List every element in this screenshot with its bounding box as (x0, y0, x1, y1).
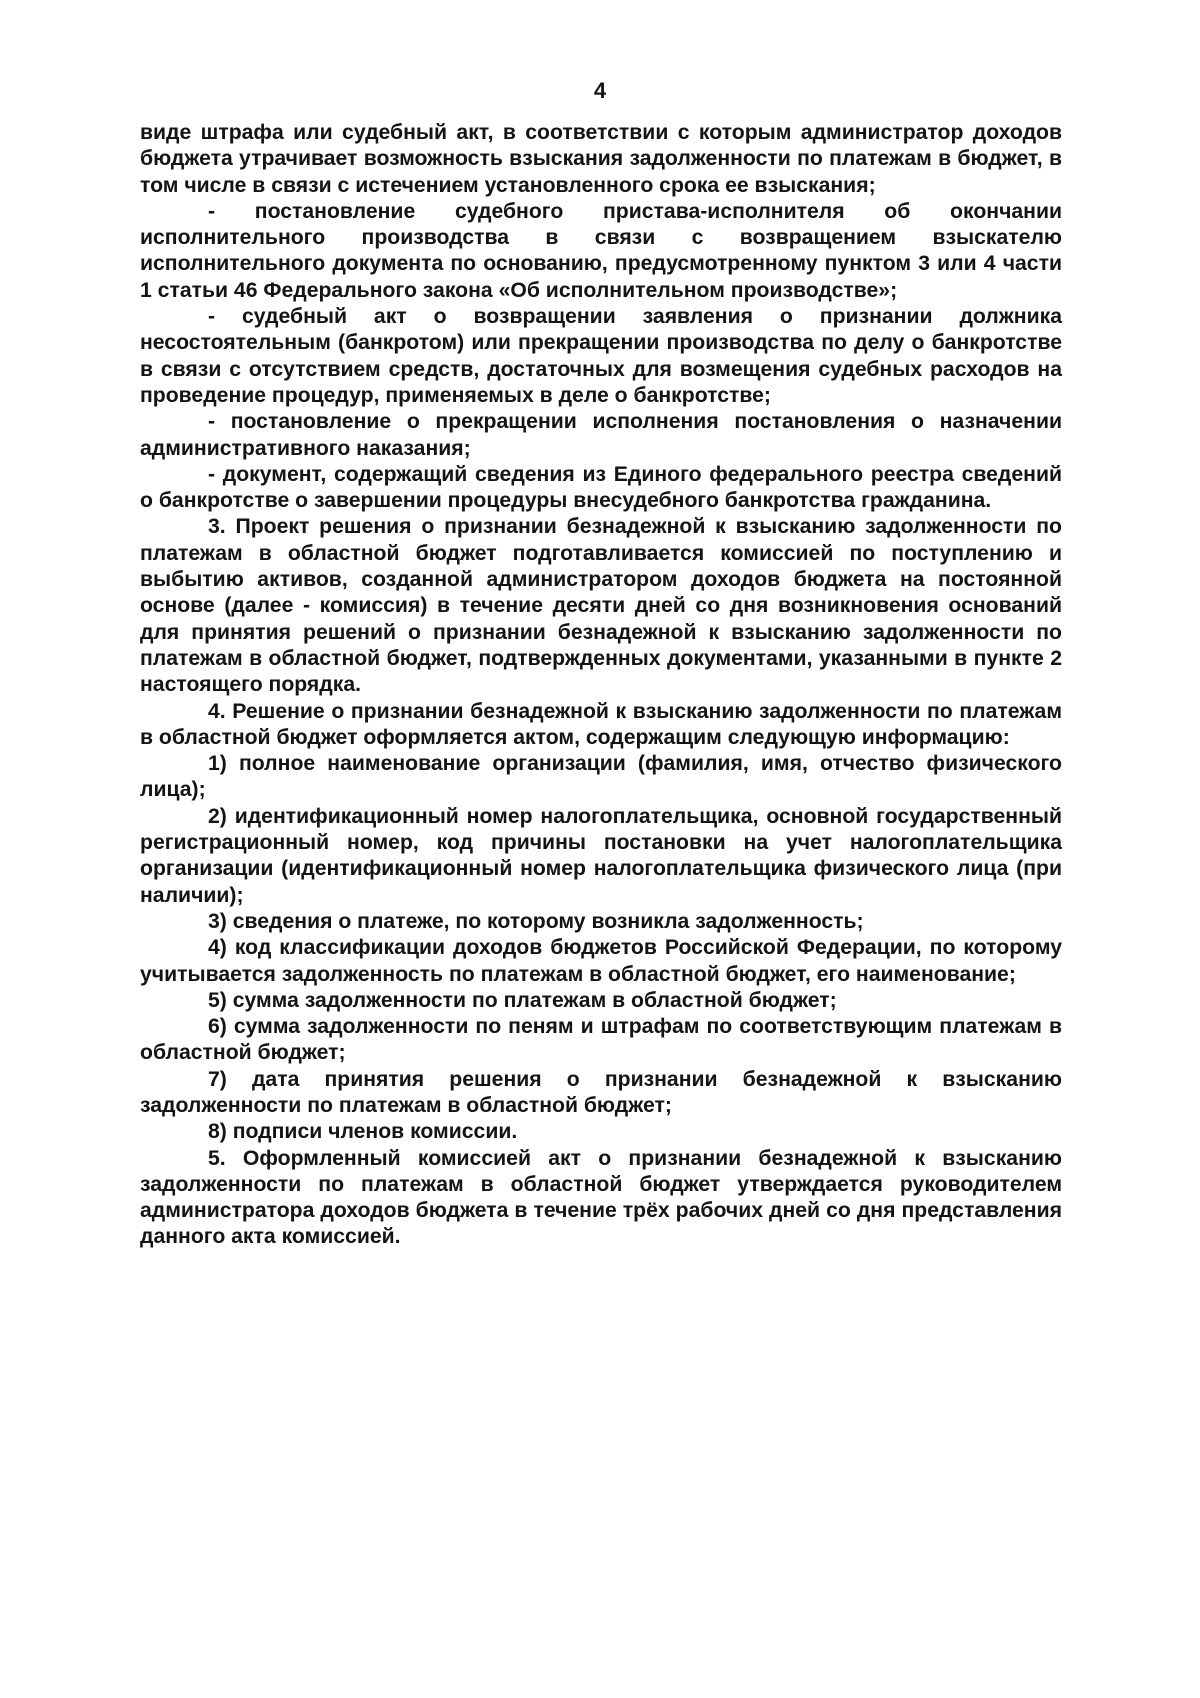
list-item: 3) сведения о платеже, по которому возникла задолженность; (208, 909, 864, 933)
paragraph: - постановление судебного пристава-исполнителя об окончании исполнительного производства в связи с возвращением взыскателю исполнительного документа по основанию, предусмотренному пунктом 3 или 4 части 1 статьи 46 Федерального закона «Об исполнительном производстве»; (140, 199, 1062, 302)
paragraph: - документ, содержащий сведения из Единого федерального реестра сведений о банкротстве о завершении процедуры внесудебного банкротства гражданина. (140, 462, 1062, 513)
list-item: 1) полное наименование организации (фамилия, имя, отчество физического лица); (140, 752, 1062, 802)
paragraph: - судебный акт о возвращении заявления о признании должника несостоятельным (банкротом) или прекращении производства по делу о банкротстве в связи с отсутствием средств, достаточных для возмещения судебных расходов на проведение процедур, применяемых в деле о банкротстве; (140, 305, 1062, 407)
list-item: 7) дата принятия решения о признании безнадежной к взысканию задолженности по платежам в областной бюджет; (140, 1067, 1062, 1117)
list-item: 4) код классификации доходов бюджетов Российской Федерации, по которому учитывается задолженность по платежам в областной бюджет, его наименование; (140, 936, 1062, 986)
list-item: 5) сумма задолженности по платежам в областной бюджет; (208, 988, 837, 1012)
list-item: 6) сумма задолженности по пеням и штрафам по соответствующим платежам в областной бюджет; (140, 1015, 1062, 1065)
paragraph: 5. Оформленный комиссией акт о признании безнадежной к взысканию задолженности по платежам в областной бюджет утверждается руководителем администратора доходов бюджета в течение трёх рабочих дней со дня представления данного акта комиссией. (140, 1146, 1062, 1249)
paragraph: виде штрафа или судебный акт, в соответствии с которым администратор доходов бюджета утрачивает возможность взыскания задолженности по платежам в бюджет, в том числе в связи с истечением установленного срока ее взыскания; (140, 121, 1062, 197)
paragraph: 4. Решение о признании безнадежной к взысканию задолженности по платежам в областной бюджет оформляется актом, содержащим следующую информацию: (140, 699, 1062, 749)
document-body (140, 120, 1062, 1251)
list-item: 8) подписи членов комиссии. (208, 1120, 518, 1144)
page-number: 4 (593, 78, 607, 103)
paragraph: 3. Проект решения о признании безнадежной к взысканию задолженности по платежам в областной бюджет подготавливается комиссией по поступлению и выбытию активов, созданной администратором доходов бюджета на постоянной основе (далее - комиссия) в течение десяти дней со дня возникновения оснований для принятия решений о признании безнадежной к взысканию задолженности по платежам в областной бюджет, подтвержденных документами, указанными в пункте 2 настоящего порядка. (140, 515, 1062, 697)
list-item: 2) идентификационный номер налогоплательщика, основной государственный регистрационный номер, код причины постановки на учет налогоплательщика организации (идентификационный номер налогоплательщика физического лица (при наличии); (140, 804, 1062, 907)
paragraph: - постановление о прекращении исполнения постановления о назначении административного наказания; (140, 410, 1062, 460)
